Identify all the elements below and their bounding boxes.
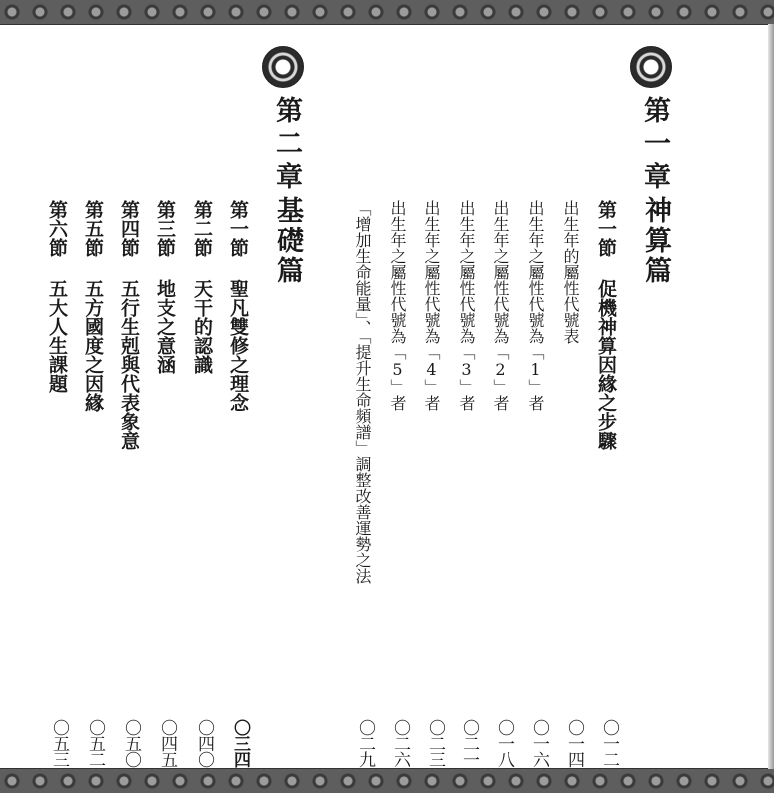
toc-page-number: 〇一二: [599, 719, 619, 767]
toc-page-number: 〇一四: [564, 719, 584, 767]
toc-page-number: 〇五〇: [121, 719, 141, 767]
toc-page-number: 〇二六: [390, 719, 410, 767]
toc-page-number: 〇四〇: [194, 719, 214, 767]
toc-page-number: 〇一八: [494, 719, 514, 767]
toc-page-number: 〇五三: [49, 719, 69, 767]
toc-entry-text[interactable]: 第一節 聖凡雙修之理念: [227, 200, 249, 412]
chapter2-medallion-icon: [262, 46, 304, 88]
toc-entry-text[interactable]: 出生年之屬性代號為「1」者: [526, 200, 545, 411]
toc-page-number: 〇四五: [157, 719, 177, 767]
toc-entry-text[interactable]: 「增加生命能量」、「提升生命頻譜」調整改善運勢之法: [353, 200, 372, 584]
toc-entry-text[interactable]: 第四節 五行生剋與代表象意: [118, 200, 140, 450]
toc-entry-text[interactable]: 出生年之屬性代號為「2」者: [491, 200, 510, 411]
toc-page-number: 〇二九: [355, 719, 375, 767]
toc-entry-text[interactable]: 出生年的屬性代號表: [561, 200, 580, 344]
toc-page-number: 〇三四: [230, 719, 250, 767]
page-edge-shadow: [768, 24, 774, 769]
toc-page-number: 〇五二: [85, 719, 105, 767]
decorative-border-bottom: [0, 768, 774, 793]
toc-page-number: 〇一六: [529, 719, 549, 767]
chapter2-title: 第二章: [271, 96, 302, 195]
chapter1-section-title: 神算篇: [640, 196, 671, 286]
toc-page-number: 〇二一: [459, 719, 479, 767]
toc-entry-text[interactable]: 第一節 促機神算因緣之步驟: [595, 200, 617, 450]
chapter1-medallion-icon: [630, 46, 672, 88]
decorative-border-top: [0, 0, 774, 25]
chapter2-section-title: 基礎篇: [272, 196, 303, 286]
chapter1-title: 第一章: [639, 96, 670, 195]
toc-entry-text[interactable]: 出生年之屬性代號為「5」者: [388, 200, 407, 411]
toc-entry-text[interactable]: 第三節 地支之意涵: [154, 200, 176, 374]
toc-entry-text[interactable]: 第五節 五方國度之因緣: [82, 200, 104, 412]
toc-entry-text[interactable]: 第六節 五大人生課題: [46, 200, 68, 393]
toc-entry-text[interactable]: 出生年之屬性代號為「4」者: [422, 200, 441, 411]
toc-entry-text[interactable]: 出生年之屬性代號為「3」者: [457, 200, 476, 411]
toc-page-number: 〇二三: [425, 719, 445, 767]
toc-entry-text[interactable]: 第二節 天干的認識: [191, 200, 213, 374]
